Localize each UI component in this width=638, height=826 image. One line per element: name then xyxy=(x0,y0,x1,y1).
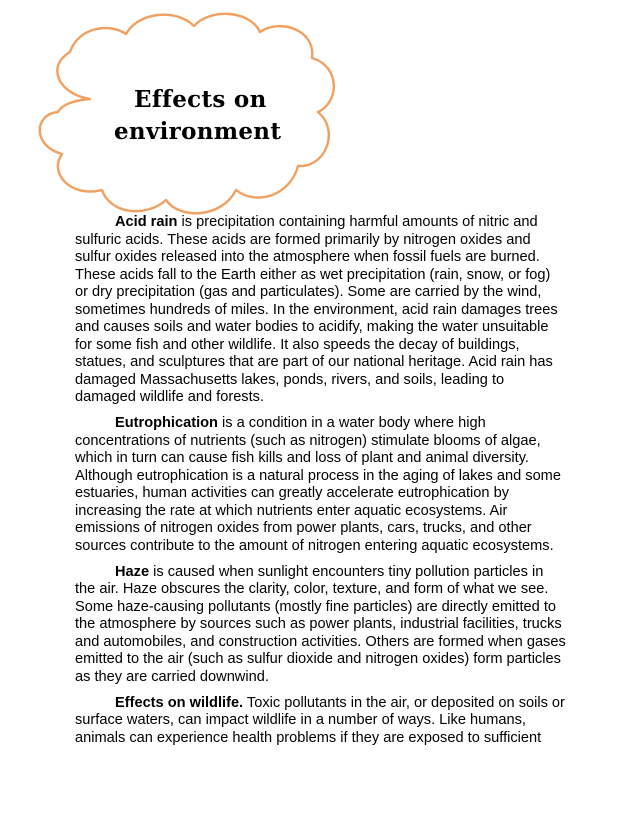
title-cloud xyxy=(28,4,348,222)
text-haze: is caused when sunlight encounters tiny pollution particles in the air. Haze obscures the clarity, color, texture, and form of what we see. Some haze-causing pollutants (mostly fine particles) are directly emitted to the atmosphere by sources such as power plants, industrial facilities, trucks and automobiles, and construction activities. Others are formed when gases emitted to the air (such as sulfur dioxide and nitrogen oxides) form particles as they are carried downwind. xyxy=(75,563,566,685)
article-body xyxy=(75,214,567,756)
paragraph-acid-rain xyxy=(75,214,567,407)
text-acid-rain: is precipitation containing harmful amounts of nitric and sulfuric acids. These acids are formed primarily by nitrogen oxides and sulfur oxides released into the atmosphere when fossil fuels are burned. These acids fall to the Earth either as wet precipitation (rain, snow, or fog) or dry precipitation (gas and particulates). Some are carried by the wind, sometimes hundreds of miles. In the environment, acid rain damages trees and causes soils and water bodies to acidify, making the water unsuitable for some fish and other wildlife. It also speeds the decay of buildings, statues, and sculptures that are part of our national heritage. Acid rain has damaged Massachusetts lakes, ponds, rivers, and soils, leading to damaged wildlife and forests. xyxy=(75,214,558,405)
title-line-1: Effects on xyxy=(134,86,267,113)
term-acid-rain: Acid rain xyxy=(115,214,178,230)
paragraph-eutrophication xyxy=(75,415,567,555)
term-eutrophication: Eutrophication xyxy=(115,415,218,431)
paragraph-haze xyxy=(75,564,567,687)
title-line-2: environment xyxy=(114,118,282,145)
text-eutrophication: is a condition in a water body where high concentrations of nutrients (such as nitrogen) stimulate blooms of algae, which in turn can cause fish kills and loss of plant and animal diversity. Although eutrophication is a natural process in the aging of lakes and some estuaries, human activities can greatly accelerate eutrophication by increasing the rate at which nutrients enter aquatic ecosystems. Air emissions of nitrogen oxides from power plants, cars, trucks, and other sources contribute to the amount of nitrogen entering aquatic ecosystems. xyxy=(75,415,561,554)
term-wildlife: Effects on wildlife. xyxy=(115,694,244,711)
text-wildlife: Toxic pollutants in the air, or deposited on soils or surface waters, can impact wildlife in a number of ways. Like humans, animals can experience health problems if they are exposed to sufficient xyxy=(75,694,565,746)
term-haze: Haze xyxy=(115,563,150,580)
paragraph-wildlife xyxy=(75,695,567,748)
page-title xyxy=(114,84,314,148)
